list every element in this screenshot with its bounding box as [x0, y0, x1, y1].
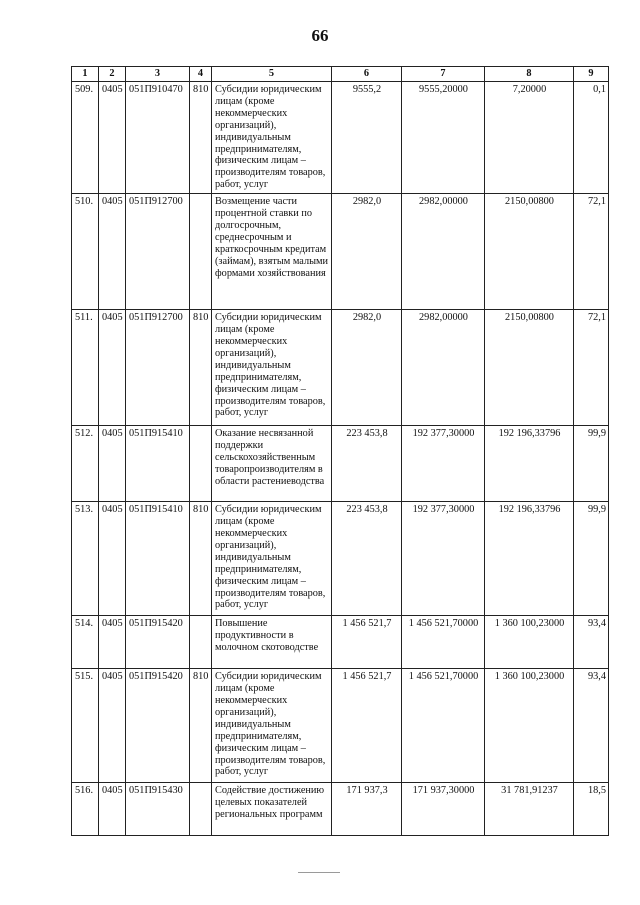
row-number: 509.: [72, 82, 99, 194]
table-row: [72, 783, 609, 836]
expense-type-code: 810: [190, 502, 212, 616]
item-name: Субсидии юридическим лицам (кроме некоммерческих организаций), индивидуальным предпринимателям, физическим лицам – производителям товаров, работ, услуг: [212, 310, 332, 426]
section-code: 0405: [99, 194, 126, 310]
column-header: 2: [99, 67, 126, 82]
execution-percent: 99,9: [574, 426, 609, 502]
table-row: [72, 310, 609, 426]
table-row: [72, 669, 609, 783]
budget-table: [71, 66, 609, 836]
section-code: 0405: [99, 669, 126, 783]
expense-type-code: [190, 426, 212, 502]
execution-percent: 93,4: [574, 669, 609, 783]
item-name: Субсидии юридическим лицам (кроме некоммерческих организаций), индивидуальным предпринимателям, физическим лицам – производителям товаров, работ, услуг: [212, 502, 332, 616]
planned-amount: 2982,0: [332, 194, 402, 310]
section-code: 0405: [99, 426, 126, 502]
section-code: 0405: [99, 310, 126, 426]
execution-percent: 18,5: [574, 783, 609, 836]
execution-percent: 99,9: [574, 502, 609, 616]
table-row: [72, 82, 609, 194]
planned-amount: 223 453,8: [332, 502, 402, 616]
executed-amount: 192 196,33796: [485, 502, 574, 616]
refined-amount: 9555,20000: [402, 82, 485, 194]
column-header: 4: [190, 67, 212, 82]
target-article-code: 051П915410: [126, 426, 190, 502]
target-article-code: 051П910470: [126, 82, 190, 194]
item-name: Субсидии юридическим лицам (кроме некоммерческих организаций), индивидуальным предпринимателям, физическим лицам – производителям товаров, работ, услуг: [212, 669, 332, 783]
column-header: 7: [402, 67, 485, 82]
header-row: [72, 67, 609, 82]
target-article-code: 051П915410: [126, 502, 190, 616]
refined-amount: 2982,00000: [402, 194, 485, 310]
footer-mark: [298, 872, 340, 873]
item-name: Оказание несвязанной поддержки сельскохозяйственным товаропроизводителям в области растениеводства: [212, 426, 332, 502]
planned-amount: 223 453,8: [332, 426, 402, 502]
planned-amount: 9555,2: [332, 82, 402, 194]
target-article-code: 051П912700: [126, 310, 190, 426]
executed-amount: 1 360 100,23000: [485, 669, 574, 783]
column-header: 5: [212, 67, 332, 82]
row-number: 512.: [72, 426, 99, 502]
executed-amount: 192 196,33796: [485, 426, 574, 502]
table-row: [72, 502, 609, 616]
executed-amount: 31 781,91237: [485, 783, 574, 836]
table-row: [72, 426, 609, 502]
page-number: 66: [311, 26, 329, 45]
refined-amount: 2982,00000: [402, 310, 485, 426]
column-header: 8: [485, 67, 574, 82]
table-row: [72, 616, 609, 669]
planned-amount: 1 456 521,7: [332, 669, 402, 783]
section-code: 0405: [99, 783, 126, 836]
refined-amount: 192 377,30000: [402, 502, 485, 616]
target-article-code: 051П915420: [126, 616, 190, 669]
execution-percent: 72,1: [574, 194, 609, 310]
planned-amount: 1 456 521,7: [332, 616, 402, 669]
row-number: 515.: [72, 669, 99, 783]
refined-amount: 192 377,30000: [402, 426, 485, 502]
target-article-code: 051П915430: [126, 783, 190, 836]
column-header: 6: [332, 67, 402, 82]
expense-type-code: [190, 783, 212, 836]
expense-type-code: [190, 194, 212, 310]
target-article-code: 051П912700: [126, 194, 190, 310]
execution-percent: 72,1: [574, 310, 609, 426]
refined-amount: 1 456 521,70000: [402, 616, 485, 669]
table-row: [72, 194, 609, 310]
section-code: 0405: [99, 502, 126, 616]
expense-type-code: 810: [190, 310, 212, 426]
executed-amount: 2150,00800: [485, 194, 574, 310]
item-name: Возмещение части процентной ставки по долгосрочным, среднесрочным и краткосрочным кредитам (займам), взятым малыми формами хозяйствования: [212, 194, 332, 310]
execution-percent: 0,1: [574, 82, 609, 194]
refined-amount: 171 937,30000: [402, 783, 485, 836]
expense-type-code: 810: [190, 82, 212, 194]
item-name: Субсидии юридическим лицам (кроме некоммерческих организаций), индивидуальным предпринимателям, физическим лицам – производителям товаров, работ, услуг: [212, 82, 332, 194]
row-number: 514.: [72, 616, 99, 669]
planned-amount: 2982,0: [332, 310, 402, 426]
row-number: 510.: [72, 194, 99, 310]
column-header: 3: [126, 67, 190, 82]
column-header: 9: [574, 67, 609, 82]
expense-type-code: [190, 616, 212, 669]
item-name: Содействие достижению целевых показателей региональных программ: [212, 783, 332, 836]
refined-amount: 1 456 521,70000: [402, 669, 485, 783]
executed-amount: 2150,00800: [485, 310, 574, 426]
planned-amount: 171 937,3: [332, 783, 402, 836]
execution-percent: 93,4: [574, 616, 609, 669]
item-name: Повышение продуктивности в молочном скотоводстве: [212, 616, 332, 669]
row-number: 513.: [72, 502, 99, 616]
executed-amount: 7,20000: [485, 82, 574, 194]
target-article-code: 051П915420: [126, 669, 190, 783]
row-number: 516.: [72, 783, 99, 836]
table-body: [72, 82, 609, 836]
expense-type-code: 810: [190, 669, 212, 783]
section-code: 0405: [99, 616, 126, 669]
column-header: 1: [72, 67, 99, 82]
executed-amount: 1 360 100,23000: [485, 616, 574, 669]
section-code: 0405: [99, 82, 126, 194]
row-number: 511.: [72, 310, 99, 426]
